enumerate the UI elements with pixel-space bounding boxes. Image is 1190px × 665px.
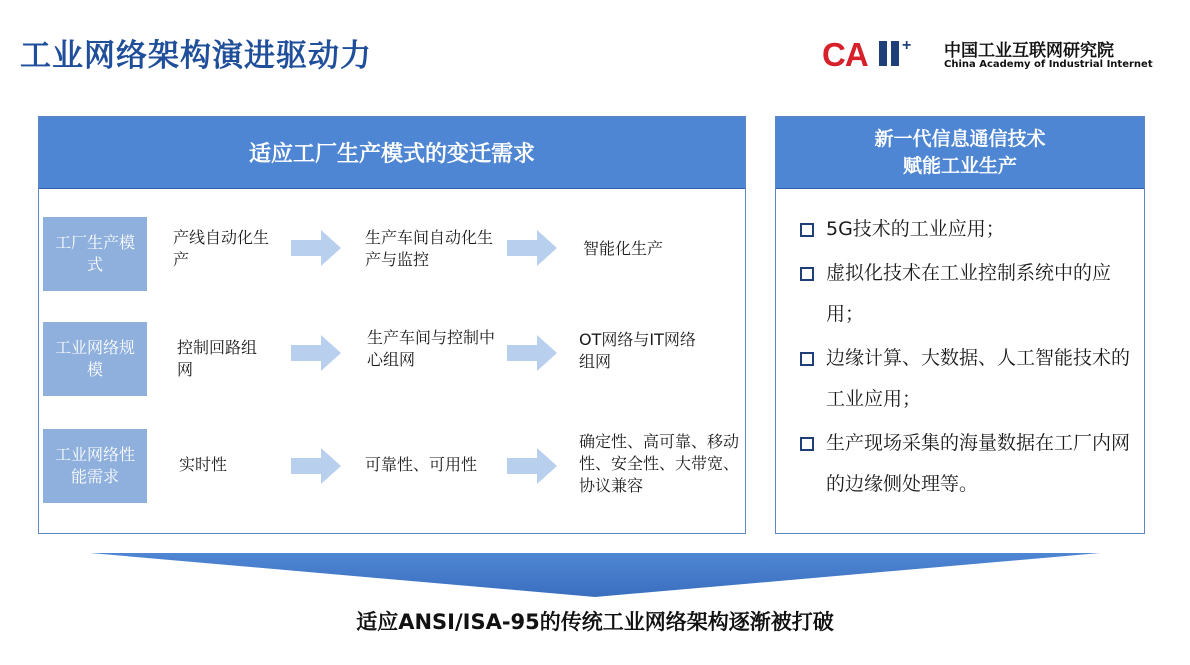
stage-cell: 智能化生产 — [583, 239, 664, 258]
right-panel — [775, 116, 1145, 534]
stage-cell: 产线自动化生产 — [173, 228, 270, 269]
stage-cell: 确定性、高可靠、移动性、安全性、大带宽、协议兼容 — [579, 432, 740, 495]
bullet-list — [800, 209, 1130, 508]
bullet-text: 虚拟化技术在工业控制系统中的应用； — [826, 262, 1112, 325]
logo-chinese-name: 中国工业互联网研究院 — [944, 41, 1114, 61]
left-panel-heading: 适应工厂生产模式的变迁需求 — [39, 117, 745, 189]
stage-cell: 实时性 — [179, 455, 228, 474]
downward-funnel-shape — [90, 553, 1100, 597]
right-panel-heading — [776, 117, 1144, 189]
right-arrow-icon — [291, 230, 341, 266]
right-arrow-icon — [507, 335, 557, 371]
hollow-square-bullet-icon — [800, 352, 814, 366]
list-item — [800, 209, 1130, 250]
caii-logo-mark-icon — [822, 36, 940, 70]
hollow-square-bullet-icon — [800, 437, 814, 451]
list-item — [800, 423, 1130, 505]
hollow-square-bullet-icon — [800, 267, 814, 281]
bullet-text: 生产现场采集的海量数据在工厂内网的边缘侧处理等。 — [826, 432, 1131, 495]
right-arrow-icon — [507, 230, 557, 266]
row-label-factory-mode: 工厂生产模式 — [43, 217, 147, 291]
hollow-square-bullet-icon — [800, 223, 814, 237]
stage-cell: 生产车间自动化生产与监控 — [365, 228, 494, 269]
right-arrow-icon — [291, 448, 341, 484]
stage-cell: OT网络与IT网络组网 — [579, 330, 696, 371]
conclusion-text: 适应ANSI/ISA-95的传统工业网络架构逐渐被打破 — [356, 610, 834, 634]
svg-text:+: + — [902, 37, 912, 54]
list-item — [800, 338, 1130, 420]
right-arrow-icon — [507, 448, 557, 484]
left-panel — [38, 116, 746, 534]
right-panel-heading-line2: 赋能工业生产 — [902, 154, 1017, 177]
bullet-text: 边缘计算、大数据、人工智能技术的工业应用； — [826, 347, 1131, 410]
stage-cell: 生产车间与控制中心组网 — [367, 328, 496, 369]
caii-logo — [822, 36, 1152, 76]
list-item — [800, 253, 1130, 335]
stage-cell: 可靠性、可用性 — [365, 455, 478, 474]
bullet-text: 5G技术的工业应用； — [826, 218, 1005, 240]
stage-cell: 控制回路组网 — [177, 338, 258, 379]
page-title: 工业网络架构演进驱动力 — [20, 38, 372, 74]
row-label-network-scale: 工业网络规模 — [43, 322, 147, 396]
svg-text:CA: CA — [822, 36, 868, 70]
logo-english-name: China Academy of Industrial Internet — [944, 59, 1153, 70]
row-label-performance-needs: 工业网络性能需求 — [43, 429, 147, 503]
right-arrow-icon — [291, 335, 341, 371]
right-panel-heading-line1: 新一代信息通信技术 — [874, 127, 1046, 150]
